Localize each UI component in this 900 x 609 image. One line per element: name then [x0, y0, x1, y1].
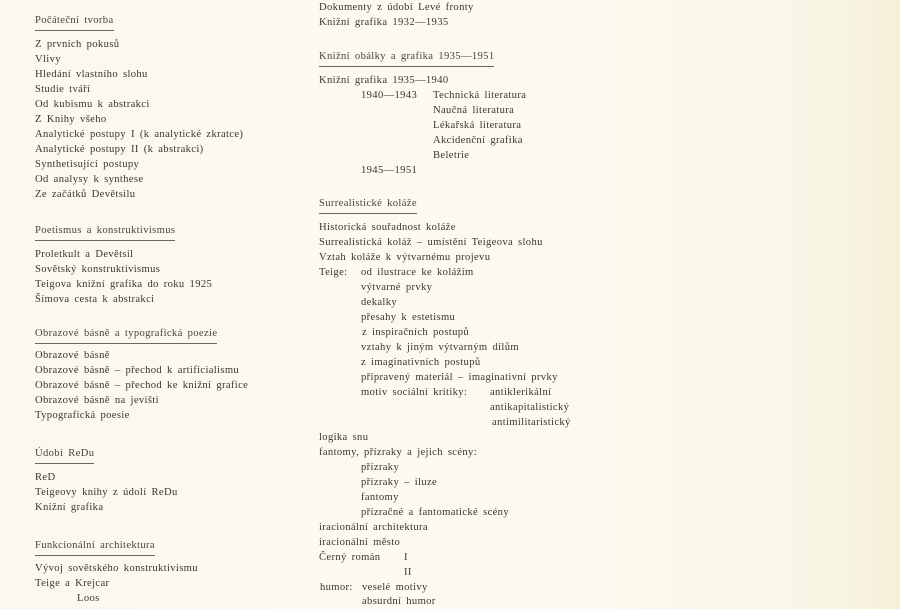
black-novel-label: Černý román: [319, 552, 381, 563]
list-item: Vztah koláže k výtvarnému projevu: [319, 252, 491, 263]
list-item: iracionální architektura: [319, 522, 428, 533]
list-item: od ilustrace ke kolážím: [361, 267, 474, 278]
list-item: Obrazové básně – přechod k artificialismu: [35, 365, 240, 376]
teige-label: Teige:: [319, 267, 348, 278]
list-item: I: [404, 552, 408, 563]
list-item: Knižní grafika 1935—1940: [319, 75, 449, 86]
list-item: Loos: [77, 593, 100, 604]
social-critique-label: motiv sociální kritiky:: [361, 387, 468, 398]
list-item: Historická souřadnost koláže: [319, 222, 456, 233]
period-label: 1940—1943: [361, 90, 418, 101]
phantoms-label: fantomy, přízraky a jejich scény:: [319, 447, 477, 458]
list-item: Hledání vlastního slohu: [35, 69, 148, 80]
list-item: Beletrie: [433, 150, 470, 161]
period-label: 1945—1951: [361, 165, 418, 176]
list-item: veselé motivy: [362, 582, 428, 593]
list-item: Technická literatura: [433, 90, 527, 101]
list-item: Dokumenty z údobí Levé fronty: [319, 2, 474, 13]
list-item: Od kubismu k abstrakci: [35, 99, 150, 110]
list-item: antikapitalistický: [490, 402, 570, 413]
list-item: Knižní grafika: [35, 502, 104, 513]
list-item: dekalky: [361, 297, 397, 308]
list-item: iracionální město: [319, 537, 401, 548]
list-item: přízraky – iluze: [361, 477, 438, 488]
section-heading-pocatecni-tvorba: Počáteční tvorba: [35, 13, 114, 31]
list-item: Studie tváří: [35, 84, 91, 95]
list-item: Obrazové básně: [35, 350, 110, 361]
list-item: Obrazové básně – přechod ke knižní grafice: [35, 380, 249, 391]
section-heading-knizni-obalky: Knižní obálky a grafika 1935—1951: [319, 49, 494, 67]
list-item: přesahy k estetismu: [361, 312, 456, 323]
humor-label: humor:: [320, 582, 353, 593]
list-item: absurdní humor: [362, 596, 436, 607]
list-item: Z prvních pokusů: [35, 39, 120, 50]
list-item: logika snu: [319, 432, 369, 443]
list-item: Z Knihy všeho: [35, 114, 107, 125]
list-item: přízraky: [361, 462, 400, 473]
list-item: Analytické postupy II (k abstrakci): [35, 144, 204, 155]
list-item: antimilitaristický: [492, 417, 571, 428]
list-item: Proletkult a Devětsil: [35, 249, 134, 260]
list-item: Teigova knižní grafika do roku 1925: [35, 279, 213, 290]
list-item: Typografická poesie: [35, 410, 130, 421]
list-item: Analytické postupy I (k analytické zkratce): [35, 129, 244, 140]
list-item: Obrazové básně na jevišti: [35, 395, 159, 406]
list-item: Ze začátků Devětsilu: [35, 189, 136, 200]
list-item: přízračné a fantomatické scény: [361, 507, 509, 518]
list-item: Od analysy k synthese: [35, 174, 144, 185]
list-item: II: [404, 567, 412, 578]
list-item: výtvarné prvky: [361, 282, 433, 293]
list-item: Vlivy: [35, 54, 61, 65]
list-item: Naučná literatura: [433, 105, 515, 116]
list-item: Teige a Krejcar: [35, 578, 110, 589]
list-item: Lékařská literatura: [433, 120, 522, 131]
section-heading-obrazove-basne: Obrazové básně a typografická poezie: [35, 326, 217, 344]
list-item: z inspiračních postupů: [362, 327, 470, 338]
list-item: Teigeovy knihy z údolí ReDu: [35, 487, 178, 498]
list-item: Knižní grafika 1932—1935: [319, 17, 449, 28]
section-heading-poetismus: Poetismus a konstruktivismus: [35, 223, 175, 241]
list-item: z imaginativních postupů: [361, 357, 481, 368]
list-item: antiklerikální: [490, 387, 552, 398]
section-heading-surrealisticke-kolaze: Surrealistické koláže: [319, 196, 417, 214]
list-item: Vývoj sovětského konstruktivismu: [35, 563, 198, 574]
list-item: Synthetisující postupy: [35, 159, 140, 170]
list-item: připravený materiál – imaginativní prvky: [361, 372, 558, 383]
list-item: Šímova cesta k abstrakci: [35, 294, 155, 305]
list-item: vztahy k jiným výtvarným dílům: [361, 342, 519, 353]
list-item: Surrealistická koláž – umístění Teigeova slohu: [319, 237, 543, 248]
section-heading-funkcionalni-architektura: Funkcionální architektura: [35, 538, 155, 556]
list-item: fantomy: [361, 492, 399, 503]
list-item: ReD: [35, 472, 56, 483]
list-item: Akcidenční grafika: [433, 135, 523, 146]
list-item: Sovětský konstruktivismus: [35, 264, 161, 275]
section-heading-udobi-redu: Údobí ReDu: [35, 446, 94, 464]
